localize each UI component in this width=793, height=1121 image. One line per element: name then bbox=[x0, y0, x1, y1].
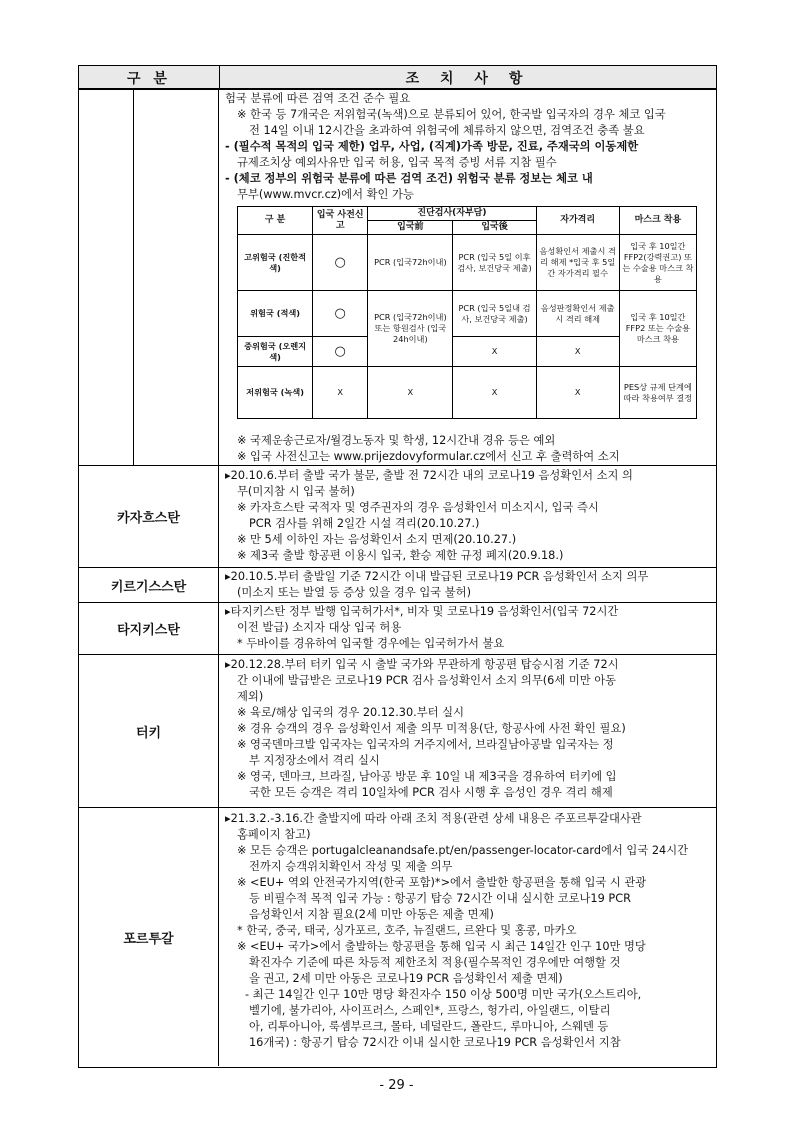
tajikistan-label: 타지키스탄 bbox=[79, 603, 219, 654]
cell: ○ bbox=[313, 291, 368, 337]
cell: X bbox=[536, 337, 619, 367]
header-measures: 조 치 사 항 bbox=[219, 66, 716, 88]
pt-line: 확진자수 기준에 따른 차등적 제한조치 적용(필수목적인 경우에만 여행할 것 bbox=[249, 956, 621, 969]
kyrgyzstan-body bbox=[225, 569, 710, 601]
measures-table bbox=[78, 65, 717, 1068]
kz-line: ※ 제3국 출발 항공편 이용시 입국, 환승 제한 규정 폐지(20.9.18.) bbox=[237, 549, 564, 562]
th-test: 진단검사(자부담) bbox=[368, 207, 536, 221]
pt-line: 벨기에, 불가리아, 사이프러스, 스페인*, 프랑스, 헝가리, 아일랜드, 이탈리 bbox=[249, 1004, 611, 1017]
kazakhstan-body bbox=[225, 468, 710, 564]
pt-line: 등 비필수적 목적 입국 가능 : 항공기 탑승 72시간 이내 실시한 코로나19 PCR bbox=[249, 892, 631, 905]
kg-line: ▸20.10.5.부터 출발일 기준 72시간 이내 발급된 코로나19 PCR 음성확인서 소지 의무 bbox=[225, 570, 649, 583]
cell: X bbox=[536, 367, 619, 419]
tr-line: 국한 모든 승객은 격리 10일차에 PCR 검사 시행 후 음성인 경우 격리 해제 bbox=[249, 786, 613, 799]
pt-line: 음성확인서 지참 필요(2세 미만 아동은 제출 면제) bbox=[249, 908, 494, 921]
cell: PCR (입국72h이내) 또는 항원검사 (입국24h이내) bbox=[368, 291, 453, 367]
kz-line: ※ 카자흐스탄 국적자 및 영주권자의 경우 음성확인서 미소지시, 입국 즉시 bbox=[237, 501, 599, 514]
pt-line: ※ <EU+ 역외 안전국가지역(한국 포함)*>에서 출발한 항공편을 통해 입국 시 관광 bbox=[237, 876, 647, 889]
kg-line: (미소지 또는 발열 등 증상 있을 경우 입국 불허) bbox=[237, 586, 471, 599]
pt-line: 아, 리투아니아, 룩셈부르크, 몰타, 네덜란드, 폴란드, 루마니아, 스웨덴 등 bbox=[249, 1020, 609, 1033]
th-pre-registration: 입국 사전신고 bbox=[313, 207, 368, 235]
pt-line: * 한국, 중국, 태국, 싱가포르, 호주, 뉴질랜드, 르완다 및 홍콩, 마카오 bbox=[237, 924, 577, 937]
th-after-entry: 입국後 bbox=[453, 221, 536, 235]
row-czech bbox=[79, 90, 716, 466]
row-mid-risk-label: 중위험국 (오렌지색) bbox=[238, 337, 313, 367]
tr-line: ▸20.12.28.부터 터키 입국 시 출발 국가와 무관하게 항공편 탑승시점 기준 72시 bbox=[225, 658, 619, 671]
pt-line: - 최근 14일간 인구 10만 명당 확진자수 150 이상 500명 미만 국가(오스트리아, bbox=[245, 988, 642, 1001]
cell: PES상 규제 단계에 따라 착용여부 결정 bbox=[619, 367, 696, 419]
cell: 음성판정확인서 제출시 격리 해제 bbox=[536, 291, 619, 337]
czech-line: 험국 분류에 따른 검역 조건 준수 필요 bbox=[225, 92, 411, 105]
kyrgyzstan-label: 키르기스스탄 bbox=[79, 568, 219, 602]
cell: X bbox=[453, 367, 536, 419]
kz-line: PCR 검사를 위해 2일간 시설 격리(20.10.27.) bbox=[249, 517, 480, 530]
portugal-label: 포르투갈 bbox=[79, 808, 219, 1066]
pt-line: 홈페이지 참고) bbox=[237, 828, 311, 841]
turkey-label: 터키 bbox=[79, 655, 219, 807]
cell: X bbox=[453, 337, 536, 367]
th-isolation: 자가격리 bbox=[536, 207, 619, 235]
row-risk-label: 위험국 (적색) bbox=[238, 291, 313, 337]
tr-line: 간 이내에 발급받은 코로나19 PCR 검사 음성확인서 소지 의무(6세 미만 아동 bbox=[237, 674, 617, 687]
cell: PCR (입국 5일내 검사, 보건당국 제출) bbox=[453, 291, 536, 337]
cell: 음성확인서 제출시 격리 해제 *입국 후 5일간 자가격리 필수 bbox=[536, 235, 619, 291]
tr-line: ※ 영국, 덴마크, 브라질, 남아공 방문 후 10일 내 제3국을 경유하여 터키에 입 bbox=[237, 770, 617, 783]
row-low-risk-label: 저위험국 (녹색) bbox=[238, 367, 313, 419]
cell: ○ bbox=[313, 337, 368, 367]
czech-line: 무부(www.mvcr.cz)에서 확인 가능 bbox=[237, 188, 414, 201]
row-turkey bbox=[79, 655, 716, 808]
czech-label-cell bbox=[79, 90, 219, 465]
th-before-entry: 입국前 bbox=[368, 221, 453, 235]
row-tajikistan bbox=[79, 603, 716, 655]
table-header bbox=[79, 66, 716, 90]
kz-line: ※ 만 5세 이하인 자는 음성확인서 소지 면제(20.10.27.) bbox=[237, 533, 517, 546]
tr-line: ※ 영국덴마크발 입국자는 입국자의 거주지에서, 브라질남아공발 입국자는 정 bbox=[237, 738, 614, 751]
czech-body bbox=[225, 91, 710, 203]
czech-line: - (필수적 목적의 입국 제한) 업무, 사업, (직계)가족 방문, 진료, 주재국의 이동제한 bbox=[225, 140, 639, 153]
th-mask: 마스크 착용 bbox=[619, 207, 696, 235]
czech-note: ※ 국제운송근로자/월경노동자 및 학생, 12시간내 경유 등은 예외 bbox=[237, 434, 556, 447]
row-portugal bbox=[79, 808, 716, 1066]
czech-risk-table bbox=[237, 206, 697, 419]
tr-line: ※ 경유 승객의 경우 음성확인서 제출 의무 미적용(단, 항공사에 사전 확인 필요) bbox=[237, 722, 626, 735]
cell: ○ bbox=[313, 235, 368, 291]
cell: PCR (입국 5일 이후 검사, 보건당국 제출) bbox=[453, 235, 536, 291]
czech-notes bbox=[225, 433, 710, 465]
header-category: 구 분 bbox=[127, 71, 171, 87]
cell: 입국 후 10일간 FFP2 또는 수술용 마스크 착용 bbox=[619, 291, 696, 367]
cell: X bbox=[313, 367, 368, 419]
tj-line: 이전 발급) 소지자 대상 입국 허용 bbox=[237, 621, 402, 634]
row-kazakhstan bbox=[79, 466, 716, 568]
tj-line: ▸타지키스탄 정부 발행 입국허가서*, 비자 및 코로나19 음성확인서(입국 72시간 bbox=[225, 605, 619, 618]
kz-line: ▸20.10.6.부터 출발 국가 불문, 출발 전 72시간 내의 코로나19 음성확인서 소지 의 bbox=[225, 469, 633, 482]
cell: 입국 후 10일간 FFP2(강력권고) 또는 수술용 마스크 착용 bbox=[619, 235, 696, 291]
tr-line: 부 지정장소에서 격리 실시 bbox=[249, 754, 380, 767]
tj-line: * 두바이를 경유하여 입국할 경우에는 입국허가서 불요 bbox=[237, 637, 505, 650]
czech-line: - (체코 정부의 위험국 분류에 따른 검역 조건) 위험국 분류 정보는 체코 내 bbox=[225, 172, 593, 185]
cell: PCR (입국72h이내) bbox=[368, 235, 453, 291]
pt-line: ▸21.3.2.-3.16.간 출발지에 따라 아래 조치 적용(관련 상세 내용은 주포르투갈대사관 bbox=[225, 812, 642, 825]
row-high-risk-label: 고위험국 (진한적색) bbox=[238, 235, 313, 291]
th-category: 구 분 bbox=[238, 207, 313, 235]
tr-line: 제외) bbox=[237, 690, 264, 703]
tr-line: ※ 육로/해상 입국의 경우 20.12.30.부터 실시 bbox=[237, 706, 464, 719]
pt-line: 을 권고, 2세 미만 아동은 코로나19 PCR 음성확인서 제출 면제) bbox=[249, 972, 563, 985]
czech-note: ※ 입국 사전신고는 www.prijezdovyformular.cz에서 신고 후 출력하여 소지 bbox=[237, 450, 620, 463]
pt-line: 16개국) : 항공기 탑승 72시간 이내 실시한 코로나19 PCR 음성확인서 지참 bbox=[249, 1036, 621, 1049]
czech-line: 전 14일 이내 12시간을 초과하여 위험국에 체류하지 않으면, 검역조건 충족 불요 bbox=[249, 124, 645, 137]
turkey-body bbox=[225, 657, 710, 801]
portugal-body bbox=[225, 811, 710, 1051]
pt-line: ※ 모든 승객은 portugalcleanandsafe.pt/en/passenger-locator-card에서 입국 24시간 bbox=[237, 844, 689, 857]
row-kyrgyzstan bbox=[79, 568, 716, 603]
kz-line: 무(미지참 시 입국 불허) bbox=[237, 485, 355, 498]
kazakhstan-label: 카자흐스탄 bbox=[79, 466, 219, 567]
page-number: - 29 - bbox=[379, 1078, 414, 1093]
pt-line: 전까지 승객위치확인서 작성 및 제출 의무 bbox=[249, 860, 453, 873]
czech-line: 규제조치상 예외사유만 입국 허용, 입국 목적 증빙 서류 지참 필수 bbox=[237, 156, 557, 169]
tajikistan-body bbox=[225, 604, 710, 652]
czech-line: ※ 한국 등 7개국은 저위험국(녹색)으로 분류되어 있어, 한국발 입국자의 경우 체코 입국 bbox=[237, 108, 666, 121]
pt-line: ※ <EU+ 국가>에서 출발하는 항공편을 통해 입국 시 최근 14일간 인구 10만 명당 bbox=[237, 940, 646, 953]
cell: X bbox=[368, 367, 453, 419]
